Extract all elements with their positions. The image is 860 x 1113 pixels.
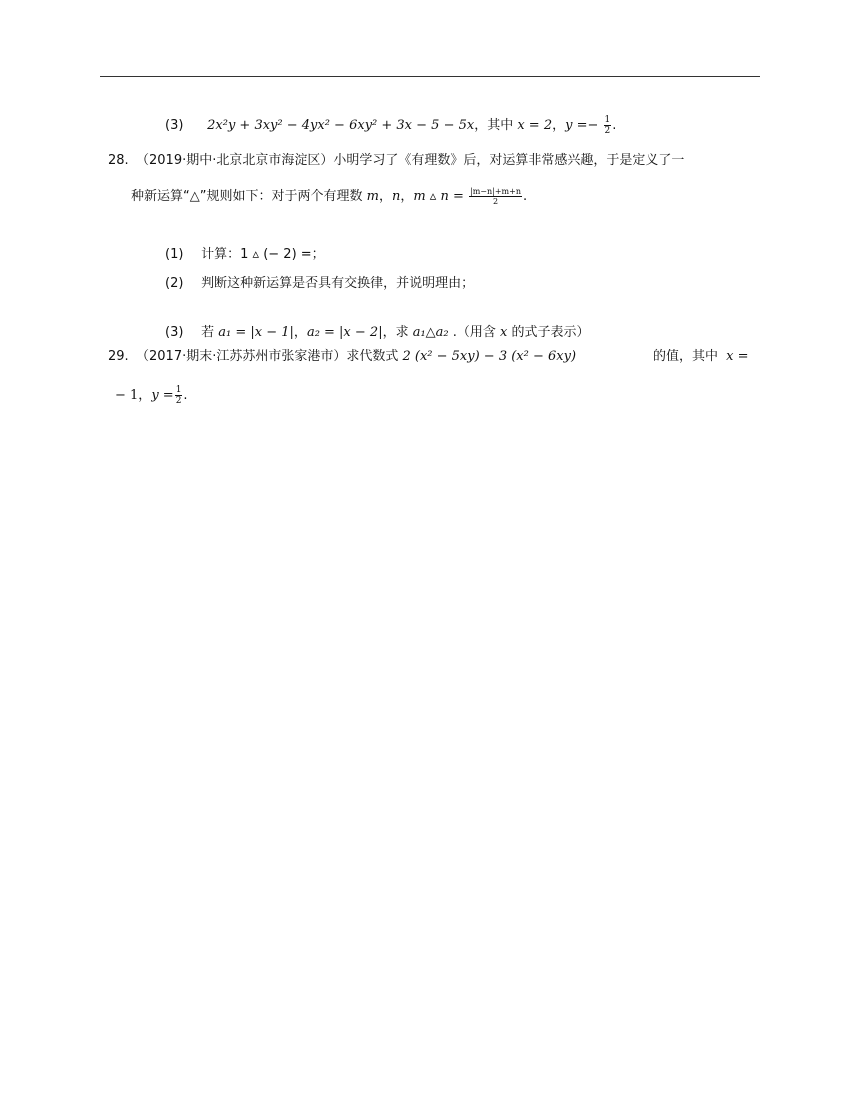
q28-comma2: ， — [400, 189, 414, 204]
q27-sub3-label: (3) — [165, 118, 184, 133]
q28-line1-text: （2019·期中·北京北京市海淀区）小明学习了《有理数》后，对运算非常感兴趣，于是定义了一 — [136, 153, 685, 168]
q28-comma1: ， — [378, 189, 392, 204]
q29-number: 29. — [108, 349, 129, 364]
q27-sub3-sep: ， — [552, 118, 566, 133]
q28-sub3-label: (3) — [165, 325, 184, 340]
q28-sub1-text: 计算：1 ▵ (− 2) =； — [201, 247, 325, 262]
q28-frac-num: |m−n|+m+n — [470, 187, 521, 196]
q28-sub3-a2: a₂ = |x − 2| — [306, 325, 383, 340]
q29-fraction — [175, 385, 183, 406]
q29-x-number: − 1 — [115, 388, 139, 403]
q27-sub3-mid: ，其中 — [474, 118, 518, 133]
q29-x-value: x = — [726, 349, 749, 364]
q29-suffix: 的值，其中 — [653, 349, 723, 364]
q27-sub3-frac-den: 2 — [604, 126, 611, 136]
q29-end: . — [183, 388, 188, 403]
q28-line2 — [131, 187, 527, 207]
q28-var-m: m — [366, 189, 379, 204]
q27-sub3-expression: 2x²y + 3xy² − 4yx² − 6xy² + 3x − 5 − 5x — [207, 118, 475, 133]
q28-sub3-c: ，求 — [382, 325, 413, 340]
q28-sub3-d: .（用含 — [448, 325, 501, 340]
q29-frac-den: 2 — [175, 396, 182, 406]
q28-definition-lhs: m ▵ n = — [413, 189, 464, 204]
q29-line1-right — [653, 347, 749, 367]
header-rule — [100, 76, 760, 77]
q29-y-value: y = — [151, 388, 174, 403]
q28-definition-fraction — [469, 187, 522, 206]
q29-line2 — [115, 385, 188, 406]
q28-sub3-op: a₁△a₂ — [412, 325, 449, 340]
q28-sub2-line — [165, 274, 474, 294]
q28-line2-text: 种新运算“△”规则如下：对于两个有理数 — [131, 189, 367, 204]
q27-sub3-end: . — [612, 118, 617, 133]
q28-sub3-line — [165, 323, 590, 343]
q28-sub2-label: (2) — [165, 276, 184, 291]
q29-prefix: （2017·期末·江苏苏州市张家港市）求代数式 — [136, 349, 403, 364]
q29-line2-sep: ， — [138, 388, 152, 403]
q27-sub3-x-value: x = 2 — [517, 118, 553, 133]
q28-sub2-text: 判断这种新运算是否具有交换律，并说明理由； — [201, 276, 475, 291]
q28-var-n: n — [391, 189, 401, 204]
q27-sub3-frac-num: 1 — [604, 115, 611, 125]
q27-sub3-y-value: y =− — [565, 118, 603, 133]
q28-sub1-label: (1) — [165, 247, 184, 262]
q28-sub3-a: 若 — [201, 325, 219, 340]
q28-sub3-a1: a₁ = |x − 1| — [218, 325, 294, 340]
q28-end: . — [522, 189, 528, 204]
q28-frac-den: 2 — [492, 197, 499, 206]
q27-sub3-line — [165, 115, 616, 136]
q28-line1 — [108, 151, 684, 171]
q28-number: 28. — [108, 153, 129, 168]
q29-line1 — [108, 347, 576, 367]
q29-expression: 2 (x² − 5xy) − 3 (x² − 6xy) — [402, 349, 577, 364]
q29-frac-num: 1 — [175, 385, 182, 395]
q28-sub3-b: ， — [293, 325, 307, 340]
q27-sub3-fraction — [604, 115, 612, 136]
q28-sub3-x: x — [500, 325, 508, 340]
q28-sub1-line — [165, 245, 325, 265]
q28-sub3-e: 的式子表示） — [507, 325, 590, 340]
